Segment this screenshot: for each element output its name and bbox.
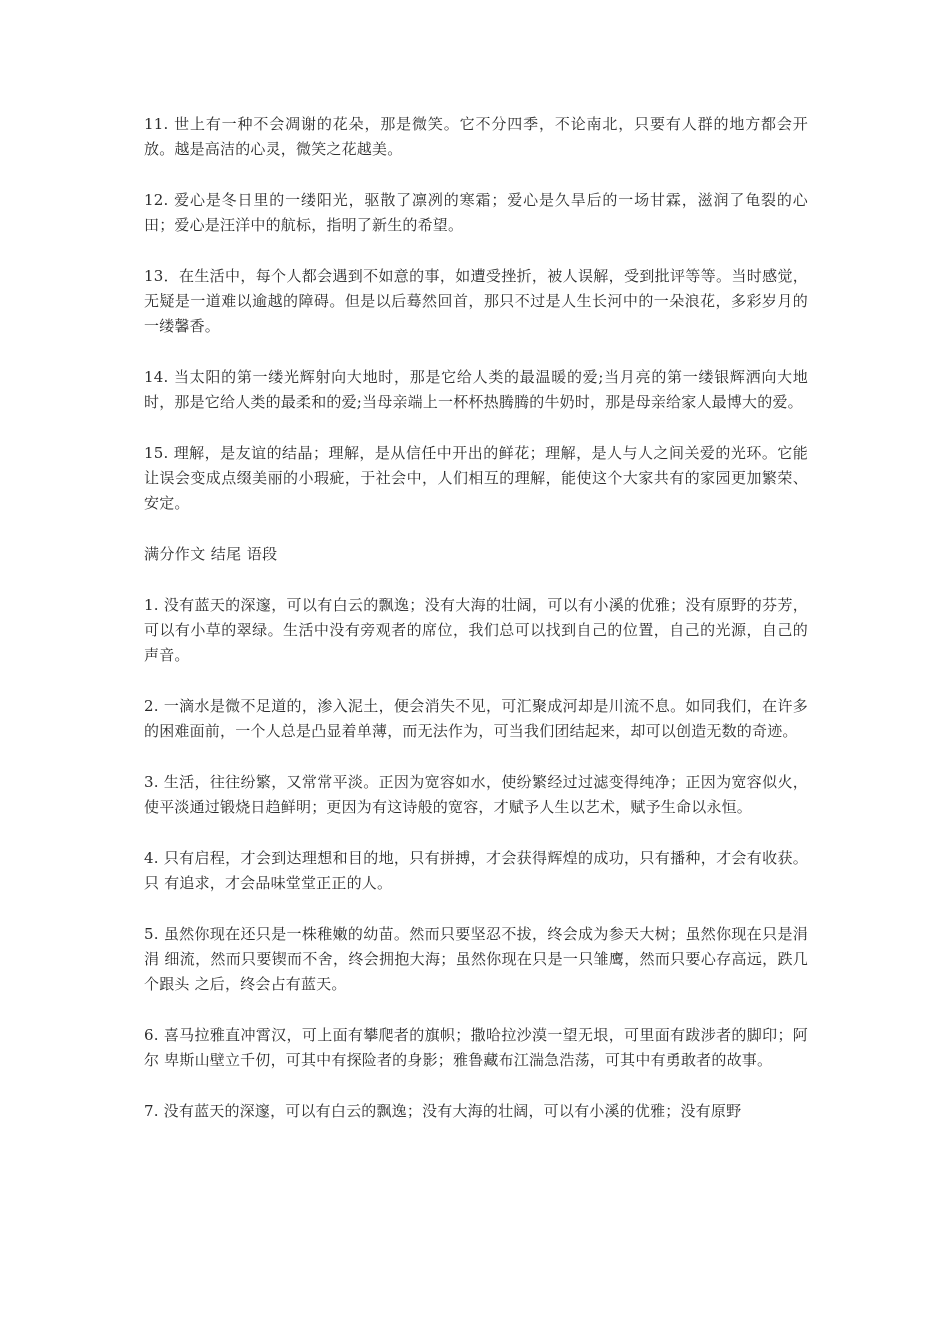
paragraph-14: 14. 当太阳的第一缕光辉射向大地时，那是它给人类的最温暖的爱;当月亮的第一缕银辉洒向大地时，那是它给人类的最柔和的爱;当母亲端上一杯杯热腾腾的牛奶时，那是母亲给家人最博大的爱。 <box>144 368 808 411</box>
section-heading: 满分作文 结尾 语段 <box>144 545 278 563</box>
paragraph-11: 11. 世上有一种不会凋谢的花朵，那是微笑。它不分四季，不论南北，只要有人群的地方都会开放。越是高洁的心灵，微笑之花越美。 <box>144 115 808 158</box>
paragraph-15: 15. 理解，是友谊的结晶；理解，是从信任中开出的鲜花；理解，是人与人之间关爱的光环。它能让误会变成点缀美丽的小瑕疵，于社会中，人们相互的理解，能使这个大家共有的家园更加繁荣、安定。 <box>144 444 808 512</box>
paragraph-12: 12. 爱心是冬日里的一缕阳光，驱散了凛冽的寒霜；爱心是久旱后的一场甘霖，滋润了龟裂的心田；爱心是汪洋中的航标，指明了新生的希望。 <box>144 191 808 234</box>
ending-paragraph-1: 1. 没有蓝天的深邃，可以有白云的飘逸；没有大海的壮阔，可以有小溪的优雅；没有原野的芬芳，可以有小草的翠绿。生活中没有旁观者的席位，我们总可以找到自己的位置，自己的光源，自己的声音。 <box>144 596 808 664</box>
document-body <box>144 112 808 1150</box>
ending-paragraph-5: 5. 虽然你现在还只是一株稚嫩的幼苗。然而只要坚忍不拔，终会成为参天大树；虽然你现在只是涓涓 细流，然而只要锲而不舍，终会拥抱大海；虽然你现在只是一只雏鹰，然而只要心存高远，跌几个跟头 之后，终会占有蓝天。 <box>144 925 808 993</box>
ending-paragraph-2: 2. 一滴水是微不足道的，渗入泥土，便会消失不见，可汇聚成河却是川流不息。如同我们，在许多的困难面前，一个人总是凸显着单薄，而无法作为，可当我们团结起来，却可以创造无数的奇迹。 <box>144 697 808 740</box>
paragraph-13: 13．在生活中，每个人都会遇到不如意的事，如遭受挫折，被人误解，受到批评等等。当时感觉，无疑是一道难以逾越的障碍。但是以后蓦然回首，那只不过是人生长河中的一朵浪花，多彩岁月的一缕馨香。 <box>144 267 808 335</box>
ending-paragraph-6: 6. 喜马拉雅直冲霄汉，可上面有攀爬者的旗帜；撒哈拉沙漠一望无垠，可里面有跋涉者的脚印；阿尔 卑斯山壁立千仞，可其中有探险者的身影；雅鲁藏布江湍急浩荡，可其中有勇敢者的故事。 <box>144 1026 808 1069</box>
ending-paragraph-3: 3. 生活，往往纷繁，又常常平淡。正因为宽容如水，使纷繁经过过滤变得纯净；正因为宽容似火，使平淡通过锻烧日趋鲜明；更因为有这诗般的宽容，才赋予人生以艺术，赋予生命以永恒。 <box>144 773 808 816</box>
ending-paragraph-7: 7. 没有蓝天的深邃，可以有白云的飘逸；没有大海的壮阔，可以有小溪的优雅；没有原野 <box>144 1102 742 1120</box>
ending-paragraph-4: 4. 只有启程，才会到达理想和目的地，只有拼搏，才会获得辉煌的成功，只有播种，才会有收获。只 有追求，才会品味堂堂正正的人。 <box>144 849 808 892</box>
